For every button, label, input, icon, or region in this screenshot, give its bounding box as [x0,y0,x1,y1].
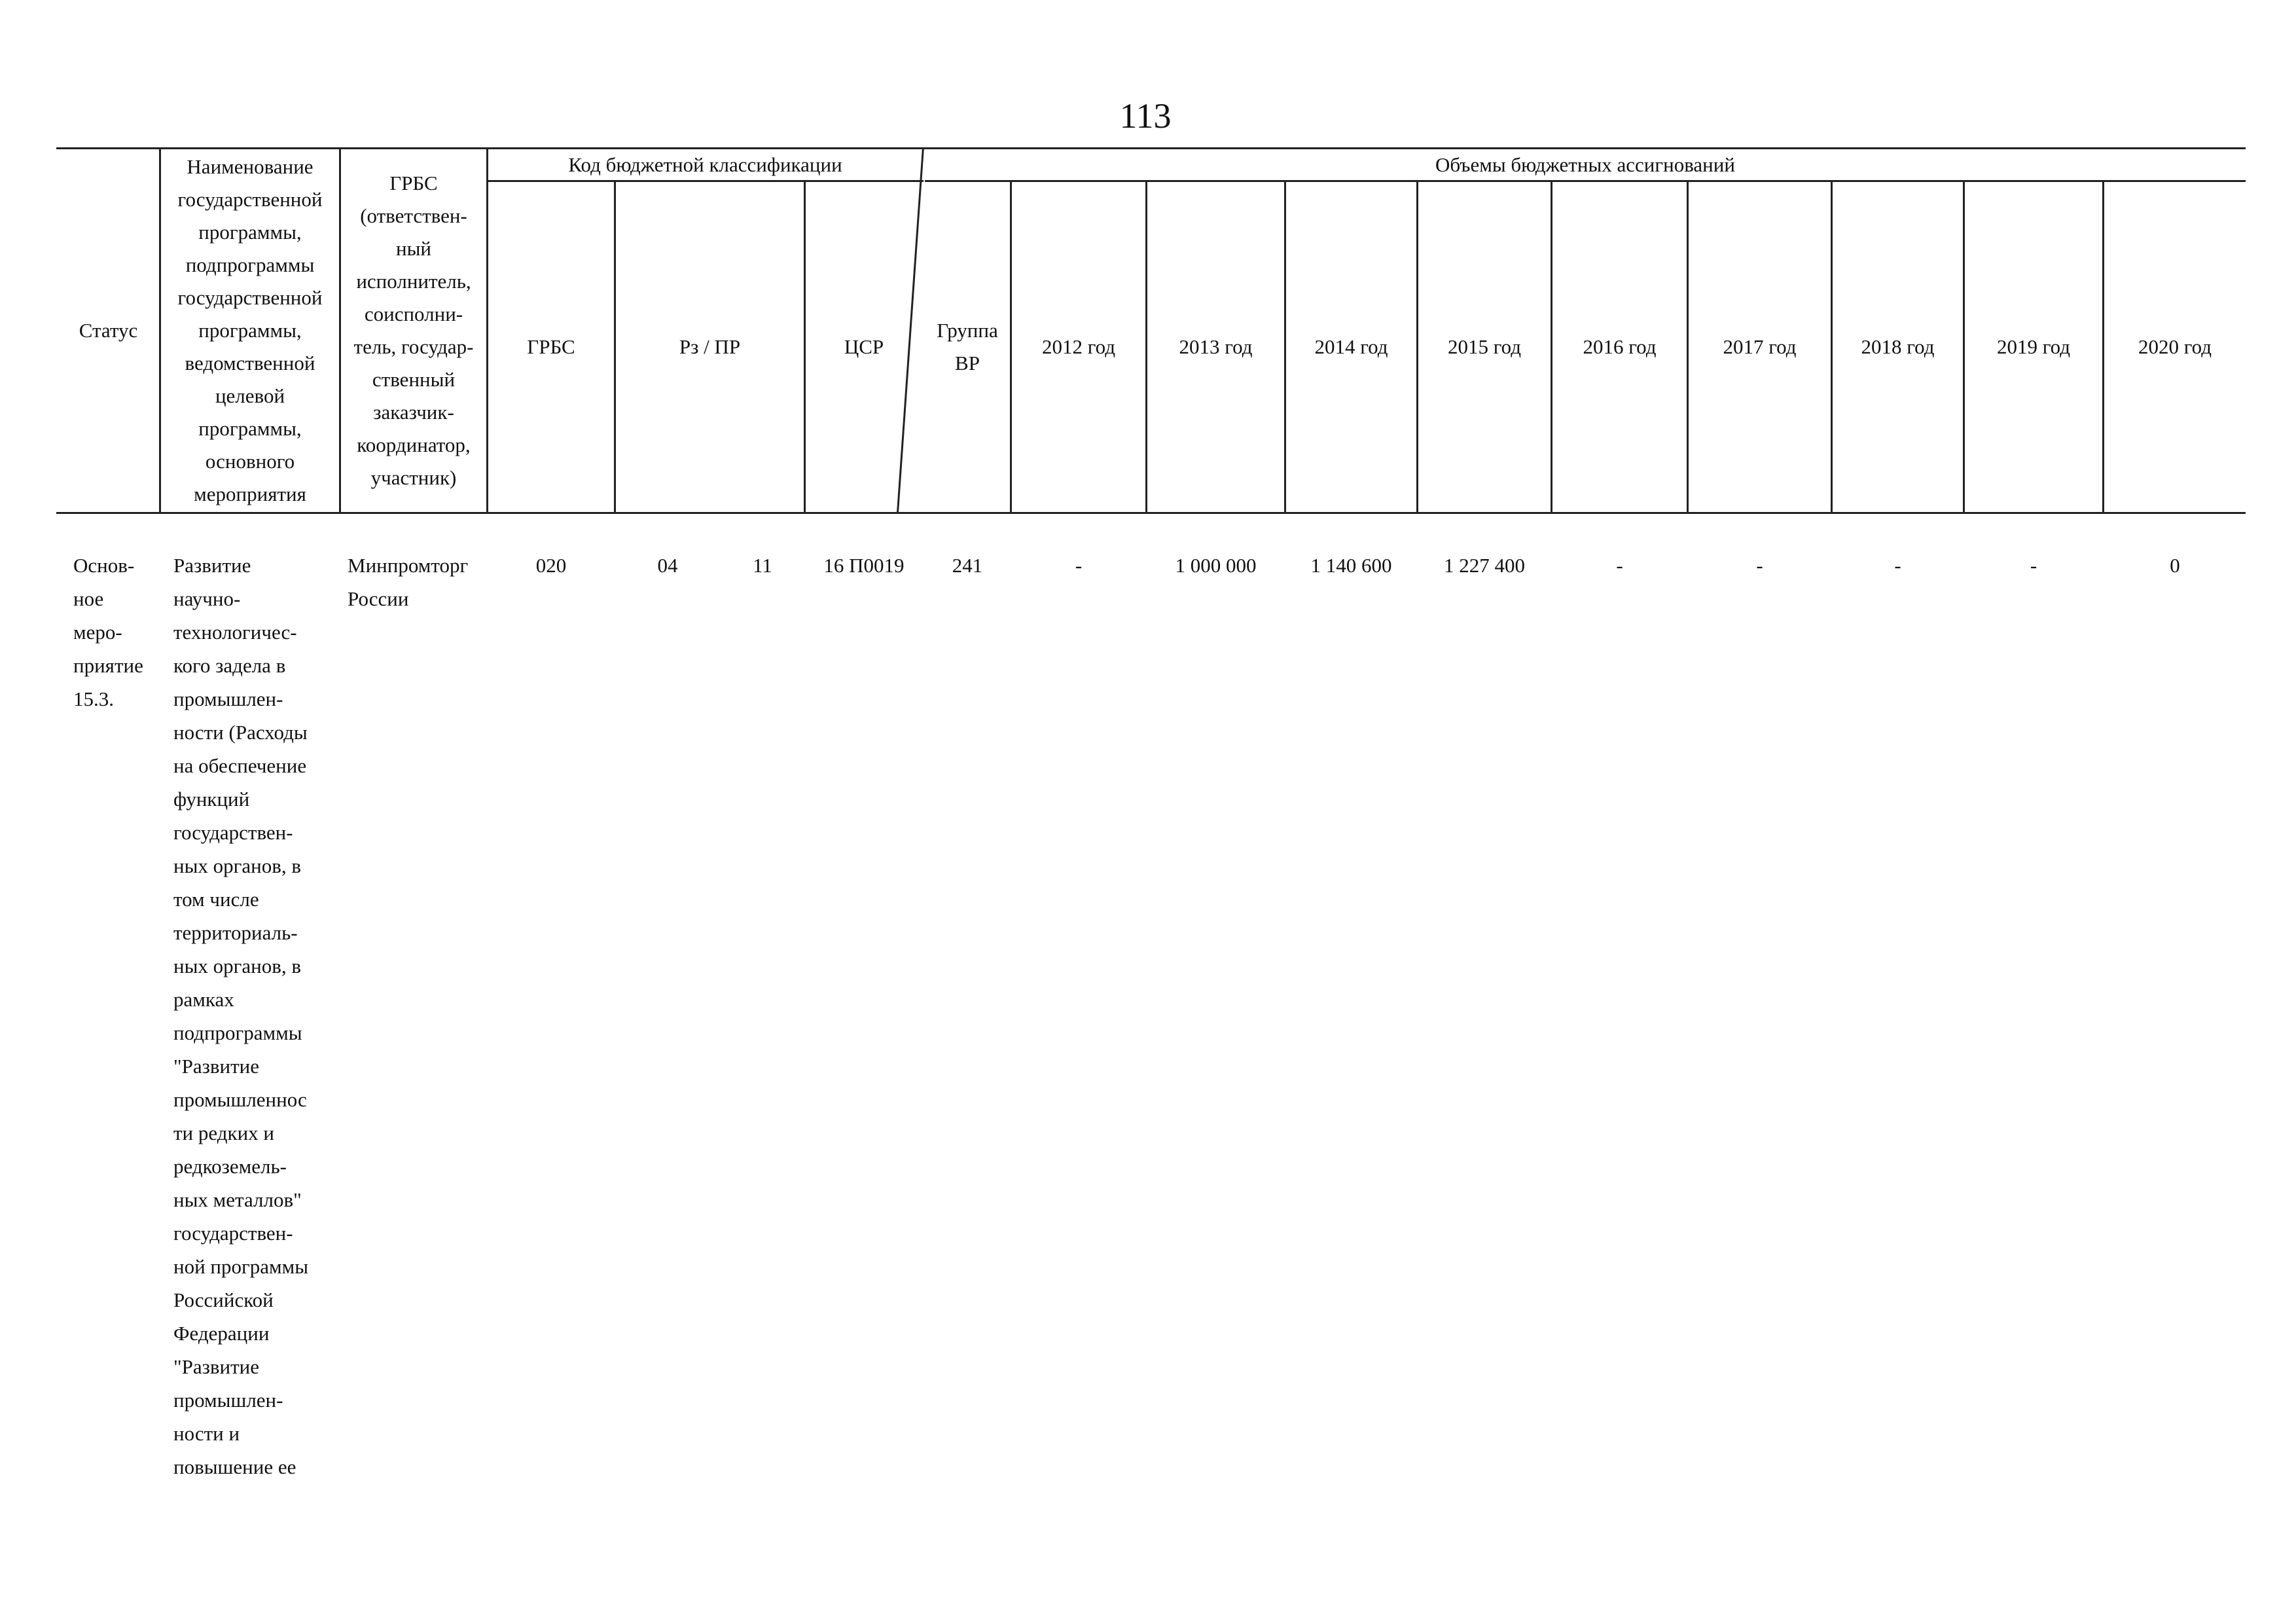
header-budget-code-group: Код бюджетной классификации [568,153,842,176]
row-value: - [1616,554,1623,577]
row-value: 0 [2170,554,2180,577]
page-number: 113 [1119,96,1172,136]
row-value: 1 227 400 [1444,554,1525,577]
header-program-name: Наименование государственной программы, подпрограммы государственной программы, ведомственной целевой программы, основного мероприятия [177,155,323,505]
header-year: 2020 год [2138,335,2212,358]
row-value: 1 140 600 [1310,554,1392,577]
row-value: - [1894,554,1901,577]
header-volumes-group: Объемы бюджетных ассигнований [1435,153,1735,176]
row-program-name: Развитие научно- технологичес- кого задела в промышлен- ности (Расходы на обеспечение функций государствен- ных органов, в том числе территориаль- ных органов, в рамках подпрограммы "Развитие промышленнос ти редких и редкоземель- ных металлов" государствен- ной программы Российской Федерации "Развитие промышлен- ности и повышение ее [173,554,309,1478]
header-year: 2016 год [1583,335,1657,358]
row-value: - [2030,554,2037,577]
header-csr: ЦСР [844,335,884,358]
header-year: 2013 год [1179,335,1253,358]
row-value: - [1075,554,1083,577]
header-year: 2015 год [1447,335,1522,358]
header-year: 2012 год [1041,335,1116,358]
header-year: 2019 год [1996,335,2071,358]
row-value: 1 000 000 [1175,554,1257,577]
row-executor: Минпромторг России [348,554,469,610]
header-grbs-executor: ГРБС (ответствен- ный исполнитель, соисполни- тель, государ- ственный заказчик- координатор, участник) [353,172,474,489]
header-status: Статус [79,319,138,342]
row-vr: 241 [952,554,983,577]
row-rz: 04 [657,554,678,577]
row-status: Основ- ное меро- приятие 15.3. [73,554,143,710]
header-bottom-border [56,512,2246,514]
row-grbs: 020 [535,554,567,577]
row-csr: 16 П0019 [823,554,905,577]
header-group-vr: Группа ВР [937,319,998,374]
header-grbs: ГРБС [527,335,575,358]
header-year: 2014 год [1314,335,1388,358]
header-year: 2018 год [1861,335,1935,358]
header-rz-pr: Рз / ПР [679,335,741,358]
header-year: 2017 год [1723,335,1797,358]
row-pr: 11 [753,554,772,577]
row-value: - [1756,554,1763,577]
